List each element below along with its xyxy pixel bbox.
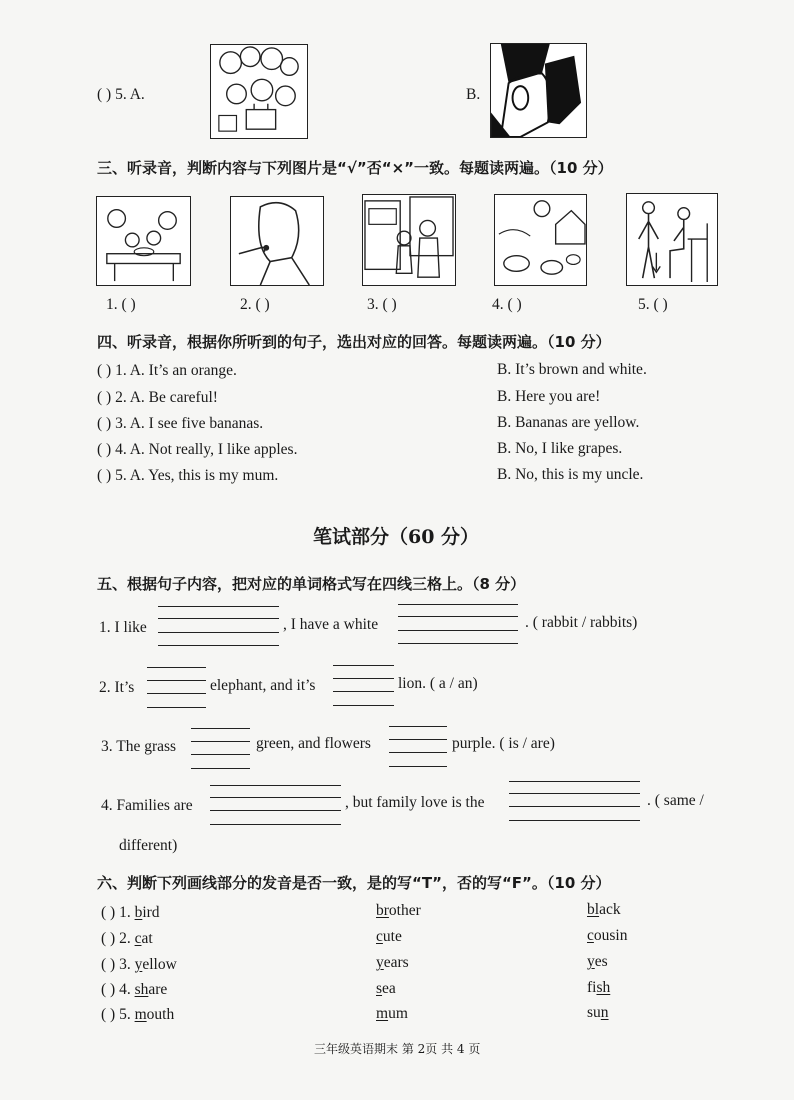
birthday-party-image bbox=[210, 44, 308, 139]
sentence-1-part-a: 1. I like bbox=[99, 619, 147, 636]
section4-option-b-1: B. It’s brown and white. bbox=[497, 361, 647, 378]
phonics-question-3[interactable]: ( ) 3. yellow bbox=[101, 956, 177, 973]
section4-heading: 四、听录音，根据你所听到的句子，选出对应的回答。每题读两遍。（10 分） bbox=[97, 333, 611, 351]
man-covering-ear-image bbox=[490, 43, 587, 138]
section3-blank-2[interactable]: 2. ( ) bbox=[240, 296, 270, 313]
kids-at-bus-stop-image bbox=[362, 194, 456, 286]
section3-blank-4[interactable]: 4. ( ) bbox=[492, 296, 522, 313]
written-part-title: 笔试部分（60 分） bbox=[313, 526, 480, 548]
phonics-word-1b: brother bbox=[376, 902, 421, 919]
section4-question-2[interactable]: ( ) 2. A. Be careful! bbox=[97, 389, 218, 406]
sentence-4-part-a: 4. Families are bbox=[101, 797, 193, 814]
phonics-word-5c: sun bbox=[587, 1004, 609, 1021]
sentence-3-part-b: green, and flowers bbox=[256, 735, 371, 752]
section4-question-3[interactable]: ( ) 3. A. I see five bananas. bbox=[97, 415, 264, 432]
section4-option-b-5: B. No, this is my uncle. bbox=[497, 466, 644, 483]
sentence-4-part-c: . ( same / bbox=[647, 792, 704, 809]
section4-option-b-4: B. No, I like grapes. bbox=[497, 440, 623, 457]
man-smelling-image bbox=[230, 196, 324, 286]
page-footer: 三年级英语期末 第 2页 共 4 页 bbox=[314, 1042, 481, 1056]
family-dinner-image bbox=[96, 196, 191, 286]
sentence-4-part-b: , but family love is the bbox=[345, 794, 485, 811]
phonics-word-4b: sea bbox=[376, 980, 396, 997]
section3-blank-1[interactable]: 1. ( ) bbox=[106, 296, 136, 313]
phonics-word-2c: cousin bbox=[587, 927, 628, 944]
section3-heading: 三、听录音，判断内容与下列图片是“√”否“×”一致。每题读两遍。（10 分） bbox=[97, 159, 613, 177]
sentence-3-part-c: purple. ( is / are) bbox=[452, 735, 555, 752]
sentence-2-part-c: lion. ( a / an) bbox=[398, 675, 478, 692]
phonics-word-3c: yes bbox=[587, 953, 608, 970]
phonics-word-3b: years bbox=[376, 954, 409, 971]
phonics-word-5b: mum bbox=[376, 1005, 408, 1022]
top-option-b-label: B. bbox=[466, 86, 481, 103]
sentence-2-part-b: elephant, and it’s bbox=[210, 677, 316, 694]
sentence-3-part-a: 3. The grass bbox=[101, 738, 177, 755]
phonics-word-2b: cute bbox=[376, 928, 402, 945]
stand-up-sit-down-image bbox=[626, 193, 718, 286]
section4-question-5[interactable]: ( ) 5. A. Yes, this is my mum. bbox=[97, 467, 279, 484]
sentence-4-part-d: different) bbox=[119, 837, 178, 854]
phonics-question-5[interactable]: ( ) 5. mouth bbox=[101, 1006, 175, 1023]
section4-option-b-2: B. Here you are! bbox=[497, 388, 601, 405]
phonics-question-1[interactable]: ( ) 1. bird bbox=[101, 904, 160, 921]
top-item-label: ( ) 5. A. bbox=[97, 86, 145, 103]
section6-heading: 六、判断下列画线部分的发音是否一致，是的写“T”，否的写“F”。（10 分） bbox=[97, 874, 611, 892]
phonics-word-1c: black bbox=[587, 901, 621, 918]
sentence-1-part-b: , I have a white bbox=[283, 616, 379, 633]
section3-blank-3[interactable]: 3. ( ) bbox=[367, 296, 397, 313]
section3-blank-5[interactable]: 5. ( ) bbox=[638, 296, 668, 313]
section5-heading: 五、根据句子内容，把对应的单词格式写在四线三格上。（8 分） bbox=[97, 575, 526, 593]
sentence-1-part-c: . ( rabbit / rabbits) bbox=[525, 614, 638, 631]
section4-question-1[interactable]: ( ) 1. A. It’s an orange. bbox=[97, 362, 237, 379]
phonics-question-4[interactable]: ( ) 4. share bbox=[101, 981, 168, 998]
farm-animals-image bbox=[494, 194, 587, 286]
phonics-word-4c: fish bbox=[587, 979, 611, 996]
section4-question-4[interactable]: ( ) 4. A. Not really, I like apples. bbox=[97, 441, 298, 458]
sentence-2-part-a: 2. It’s bbox=[99, 679, 135, 696]
section4-option-b-3: B. Bananas are yellow. bbox=[497, 414, 640, 431]
phonics-question-2[interactable]: ( ) 2. cat bbox=[101, 930, 153, 947]
